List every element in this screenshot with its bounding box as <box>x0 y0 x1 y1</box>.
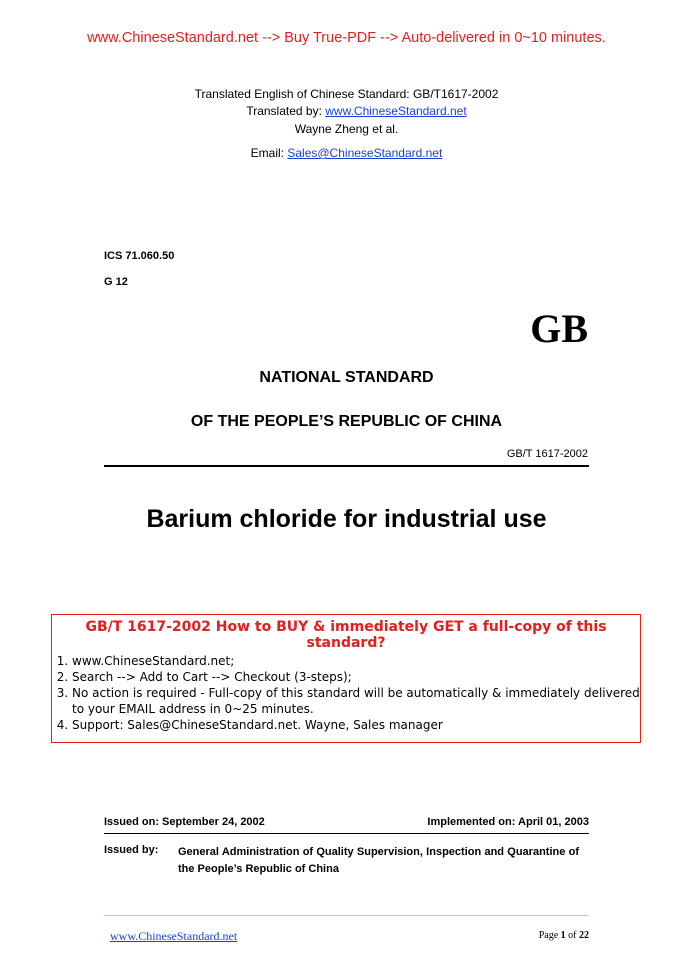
buy-box-heading: GB/T 1617-2002 How to BUY & immediately GET a full-copy of this standard? <box>85 619 607 651</box>
list-item[interactable]: 1. www.ChineseStandard.net; <box>72 653 640 669</box>
gb-mark: GB <box>530 306 588 351</box>
email-line <box>0 145 693 161</box>
authors: Wayne Zheng et al. <box>294 122 399 136</box>
top-banner[interactable]: www.ChineseStandard.net --> Buy True-PDF --> Auto-delivered in 0~10 minutes. <box>87 30 606 46</box>
document-title: Barium chloride for industrial use <box>146 505 547 533</box>
email-link[interactable]: Sales@ChineseStandard.net <box>287 146 443 160</box>
page-current: 1 <box>560 930 566 941</box>
translation-line: Translated English of Chinese Standard: GB/T1617-2002 <box>194 87 499 101</box>
national-standard-heading: NATIONAL STANDARD <box>259 369 434 386</box>
g-code: G 12 <box>104 276 128 288</box>
buy-steps-list <box>52 653 640 733</box>
buy-info-box <box>51 614 641 743</box>
ics-code: ICS 71.060.50 <box>104 250 175 262</box>
list-item: 3. No action is required - Full-copy of this standard will be automatically & immediately delivered to your EMAIL address in 0~25 minutes. <box>72 685 640 717</box>
issued-by-label: Issued by: <box>104 844 159 856</box>
dates-rule <box>104 833 589 834</box>
republic-heading: OF THE PEOPLE’S REPUBLIC OF CHINA <box>190 413 503 430</box>
email-label: Email: <box>250 146 288 160</box>
implemented-on: Implemented on: April 01, 2003 <box>427 816 589 828</box>
page-of: of <box>565 930 579 941</box>
footer-rule <box>104 915 589 916</box>
header-rule <box>104 465 589 467</box>
translator-link[interactable]: www.ChineseStandard.net <box>325 104 467 118</box>
footer-link[interactable]: www.ChineseStandard.net <box>110 929 238 943</box>
issued-by-text: General Administration of Quality Supervision, Inspection and Quarantine of the People’s Republic of China <box>178 846 579 875</box>
standard-number: GB/T 1617-2002 <box>506 448 588 460</box>
translated-by <box>0 103 693 119</box>
page-total: 22 <box>579 930 589 941</box>
issued-on: Issued on: September 24, 2002 <box>104 816 265 828</box>
list-item: 2. Search --> Add to Cart --> Checkout (3-steps); <box>72 669 640 685</box>
list-item: 4. Support: Sales@ChineseStandard.net. Wayne, Sales manager <box>72 717 640 733</box>
page-number <box>539 930 589 941</box>
dates-row <box>104 816 589 828</box>
translated-by-label: Translated by: <box>246 104 326 118</box>
page-prefix: Page <box>538 930 561 941</box>
